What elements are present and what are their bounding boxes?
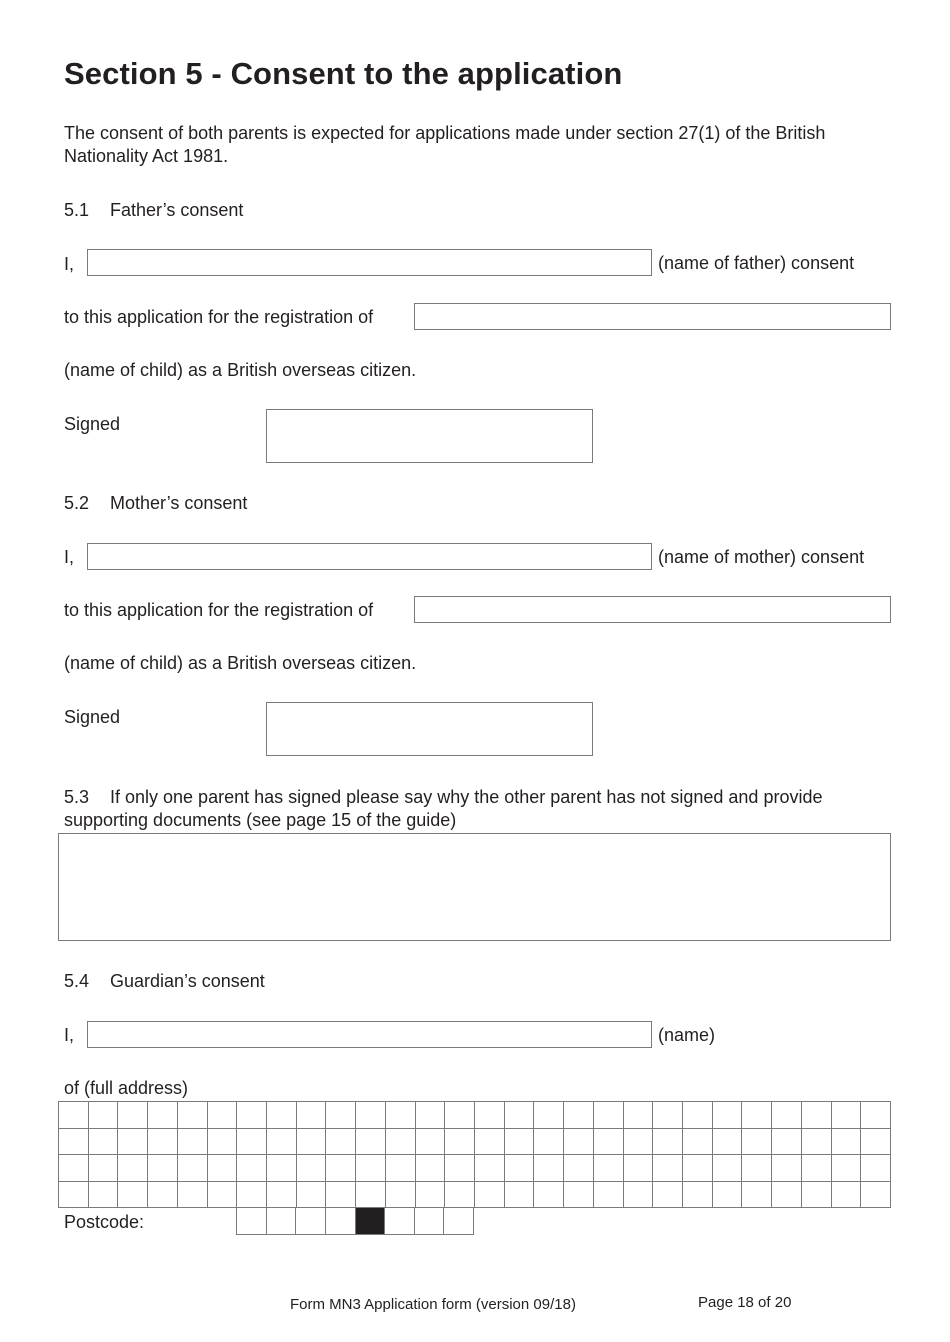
guardian-address-grid[interactable]: [58, 1101, 891, 1208]
guardian-name-suffix: (name): [658, 1025, 716, 1045]
postcode-label: Postcode:: [64, 1212, 145, 1232]
father-i-label: I,: [64, 254, 75, 274]
guardian-i-label: I,: [64, 1025, 75, 1045]
address-cell[interactable]: [267, 1102, 297, 1129]
address-cell[interactable]: [564, 1182, 594, 1209]
address-cell[interactable]: [505, 1102, 535, 1129]
address-cell[interactable]: [237, 1182, 267, 1209]
address-cell[interactable]: [208, 1129, 238, 1156]
address-cell[interactable]: [416, 1129, 446, 1156]
address-cell[interactable]: [59, 1155, 89, 1182]
address-cell[interactable]: [267, 1155, 297, 1182]
one-parent-number: 5.3: [64, 787, 90, 807]
address-cell[interactable]: [326, 1129, 356, 1156]
address-cell[interactable]: [237, 1155, 267, 1182]
address-cell[interactable]: [297, 1182, 327, 1209]
address-cell[interactable]: [861, 1182, 891, 1209]
postcode-cell[interactable]: [326, 1208, 356, 1235]
address-cell[interactable]: [594, 1129, 624, 1156]
address-cell[interactable]: [742, 1102, 772, 1129]
address-cell[interactable]: [118, 1129, 148, 1156]
address-cell[interactable]: [148, 1102, 178, 1129]
father-registration-label: to this application for the registration of: [64, 307, 374, 327]
address-cell[interactable]: [505, 1129, 535, 1156]
address-cell[interactable]: [178, 1129, 208, 1156]
address-cell[interactable]: [89, 1102, 119, 1129]
address-cell[interactable]: [742, 1129, 772, 1156]
address-cell[interactable]: [445, 1102, 475, 1129]
address-cell[interactable]: [118, 1155, 148, 1182]
footer-form-label: Form MN3 Application form (version 09/18): [290, 1296, 576, 1313]
postcode-cell[interactable]: [415, 1208, 445, 1235]
address-cell[interactable]: [505, 1155, 535, 1182]
one-parent-line-2: supporting documents (see page 15 of the guide): [64, 810, 457, 830]
address-cell[interactable]: [653, 1129, 683, 1156]
address-cell[interactable]: [237, 1129, 267, 1156]
address-cell[interactable]: [772, 1155, 802, 1182]
address-cell[interactable]: [861, 1102, 891, 1129]
address-cell[interactable]: [59, 1129, 89, 1156]
address-cell[interactable]: [356, 1182, 386, 1209]
address-cell[interactable]: [802, 1155, 832, 1182]
address-cell[interactable]: [356, 1129, 386, 1156]
one-parent-line-1: If only one parent has signed please say why the other parent has not signed and provide: [110, 787, 823, 807]
father-name-field[interactable]: [87, 249, 652, 276]
address-cell[interactable]: [297, 1102, 327, 1129]
address-cell[interactable]: [386, 1182, 416, 1209]
address-cell[interactable]: [59, 1182, 89, 1209]
address-cell[interactable]: [683, 1129, 713, 1156]
address-cell[interactable]: [713, 1155, 743, 1182]
address-cell[interactable]: [237, 1102, 267, 1129]
father-child-name-field[interactable]: [414, 303, 891, 330]
guardian-name-field[interactable]: [87, 1021, 652, 1048]
address-cell[interactable]: [416, 1155, 446, 1182]
address-cell[interactable]: [683, 1102, 713, 1129]
address-cell[interactable]: [297, 1129, 327, 1156]
address-cell[interactable]: [59, 1102, 89, 1129]
mother-registration-label: to this application for the registration of: [64, 600, 374, 620]
address-cell[interactable]: [356, 1102, 386, 1129]
address-cell[interactable]: [505, 1182, 535, 1209]
address-cell[interactable]: [416, 1102, 446, 1129]
address-cell[interactable]: [653, 1102, 683, 1129]
footer-page-label: Page 18 of 20: [698, 1294, 792, 1311]
address-cell[interactable]: [832, 1102, 862, 1129]
mother-i-label: I,: [64, 547, 75, 567]
address-cell[interactable]: [89, 1129, 119, 1156]
address-cell[interactable]: [861, 1155, 891, 1182]
address-cell[interactable]: [713, 1102, 743, 1129]
address-cell[interactable]: [594, 1102, 624, 1129]
address-cell[interactable]: [683, 1182, 713, 1209]
section-title: Section 5 - Consent to the application: [64, 56, 623, 91]
mother-signature-field[interactable]: [266, 702, 593, 756]
address-cell[interactable]: [178, 1182, 208, 1209]
address-cell[interactable]: [564, 1129, 594, 1156]
mother-name-suffix: (name of mother) consent: [658, 547, 865, 567]
address-cell[interactable]: [326, 1182, 356, 1209]
address-cell[interactable]: [713, 1182, 743, 1209]
address-cell[interactable]: [475, 1182, 505, 1209]
guardian-address-label: of (full address): [64, 1078, 189, 1098]
address-cell[interactable]: [416, 1182, 446, 1209]
address-cell[interactable]: [624, 1155, 654, 1182]
address-cell[interactable]: [475, 1129, 505, 1156]
address-cell[interactable]: [267, 1129, 297, 1156]
address-cell[interactable]: [208, 1155, 238, 1182]
mother-name-field[interactable]: [87, 543, 652, 570]
postcode-grid[interactable]: [236, 1208, 474, 1235]
address-cell[interactable]: [445, 1129, 475, 1156]
address-cell[interactable]: [148, 1182, 178, 1209]
postcode-cell[interactable]: [237, 1208, 267, 1235]
address-cell[interactable]: [208, 1182, 238, 1209]
address-cell[interactable]: [594, 1155, 624, 1182]
address-cell[interactable]: [178, 1155, 208, 1182]
address-cell[interactable]: [326, 1155, 356, 1182]
address-cell[interactable]: [624, 1102, 654, 1129]
intro-line-2: Nationality Act 1981.: [64, 146, 229, 166]
address-cell[interactable]: [356, 1155, 386, 1182]
postcode-separator-cell: [356, 1208, 386, 1235]
address-cell[interactable]: [118, 1102, 148, 1129]
guardian-section-heading: Guardian’s consent: [110, 971, 265, 991]
address-cell[interactable]: [594, 1182, 624, 1209]
address-cell[interactable]: [624, 1182, 654, 1209]
address-cell[interactable]: [386, 1102, 416, 1129]
postcode-cell[interactable]: [267, 1208, 297, 1235]
address-cell[interactable]: [564, 1155, 594, 1182]
father-section-number: 5.1: [64, 200, 90, 220]
address-cell[interactable]: [832, 1129, 862, 1156]
address-cell[interactable]: [713, 1129, 743, 1156]
address-cell[interactable]: [89, 1155, 119, 1182]
address-cell[interactable]: [683, 1155, 713, 1182]
address-cell[interactable]: [772, 1182, 802, 1209]
address-cell[interactable]: [653, 1155, 683, 1182]
father-name-suffix: (name of father) consent: [658, 253, 855, 273]
address-cell[interactable]: [564, 1102, 594, 1129]
address-cell[interactable]: [178, 1102, 208, 1129]
address-cell[interactable]: [742, 1155, 772, 1182]
address-cell[interactable]: [802, 1102, 832, 1129]
guardian-section-number: 5.4: [64, 971, 90, 991]
address-cell[interactable]: [326, 1102, 356, 1129]
address-cell[interactable]: [534, 1102, 564, 1129]
address-cell[interactable]: [267, 1182, 297, 1209]
father-section-heading: Father’s consent: [110, 200, 244, 220]
address-cell[interactable]: [118, 1182, 148, 1209]
address-cell[interactable]: [148, 1155, 178, 1182]
address-cell[interactable]: [534, 1129, 564, 1156]
mother-section-number: 5.2: [64, 493, 90, 513]
address-cell[interactable]: [445, 1155, 475, 1182]
address-cell[interactable]: [742, 1182, 772, 1209]
address-cell[interactable]: [386, 1155, 416, 1182]
address-cell[interactable]: [445, 1182, 475, 1209]
postcode-cell[interactable]: [444, 1208, 474, 1235]
address-cell[interactable]: [832, 1182, 862, 1209]
address-cell[interactable]: [208, 1102, 238, 1129]
address-cell[interactable]: [89, 1182, 119, 1209]
mother-section-heading: Mother’s consent: [110, 493, 248, 513]
address-cell[interactable]: [861, 1129, 891, 1156]
father-signed-label: Signed: [64, 414, 121, 434]
mother-child-name-field[interactable]: [414, 596, 891, 623]
address-cell[interactable]: [624, 1129, 654, 1156]
father-child-suffix: (name of child) as a British overseas citizen.: [64, 360, 417, 380]
mother-signed-label: Signed: [64, 707, 121, 727]
father-signature-field[interactable]: [266, 409, 593, 463]
address-cell[interactable]: [772, 1102, 802, 1129]
address-cell[interactable]: [475, 1102, 505, 1129]
postcode-cell[interactable]: [296, 1208, 326, 1235]
one-parent-reason-field[interactable]: [58, 833, 891, 941]
address-cell[interactable]: [802, 1182, 832, 1209]
address-cell[interactable]: [148, 1129, 178, 1156]
address-cell[interactable]: [475, 1155, 505, 1182]
address-cell[interactable]: [802, 1129, 832, 1156]
address-cell[interactable]: [832, 1155, 862, 1182]
address-cell[interactable]: [534, 1182, 564, 1209]
postcode-cell[interactable]: [385, 1208, 415, 1235]
address-cell[interactable]: [772, 1129, 802, 1156]
address-cell[interactable]: [386, 1129, 416, 1156]
mother-child-suffix: (name of child) as a British overseas citizen.: [64, 653, 417, 673]
address-cell[interactable]: [653, 1182, 683, 1209]
intro-line-1: The consent of both parents is expected for applications made under section 27(1) of the British: [64, 123, 826, 143]
address-cell[interactable]: [297, 1155, 327, 1182]
address-cell[interactable]: [534, 1155, 564, 1182]
